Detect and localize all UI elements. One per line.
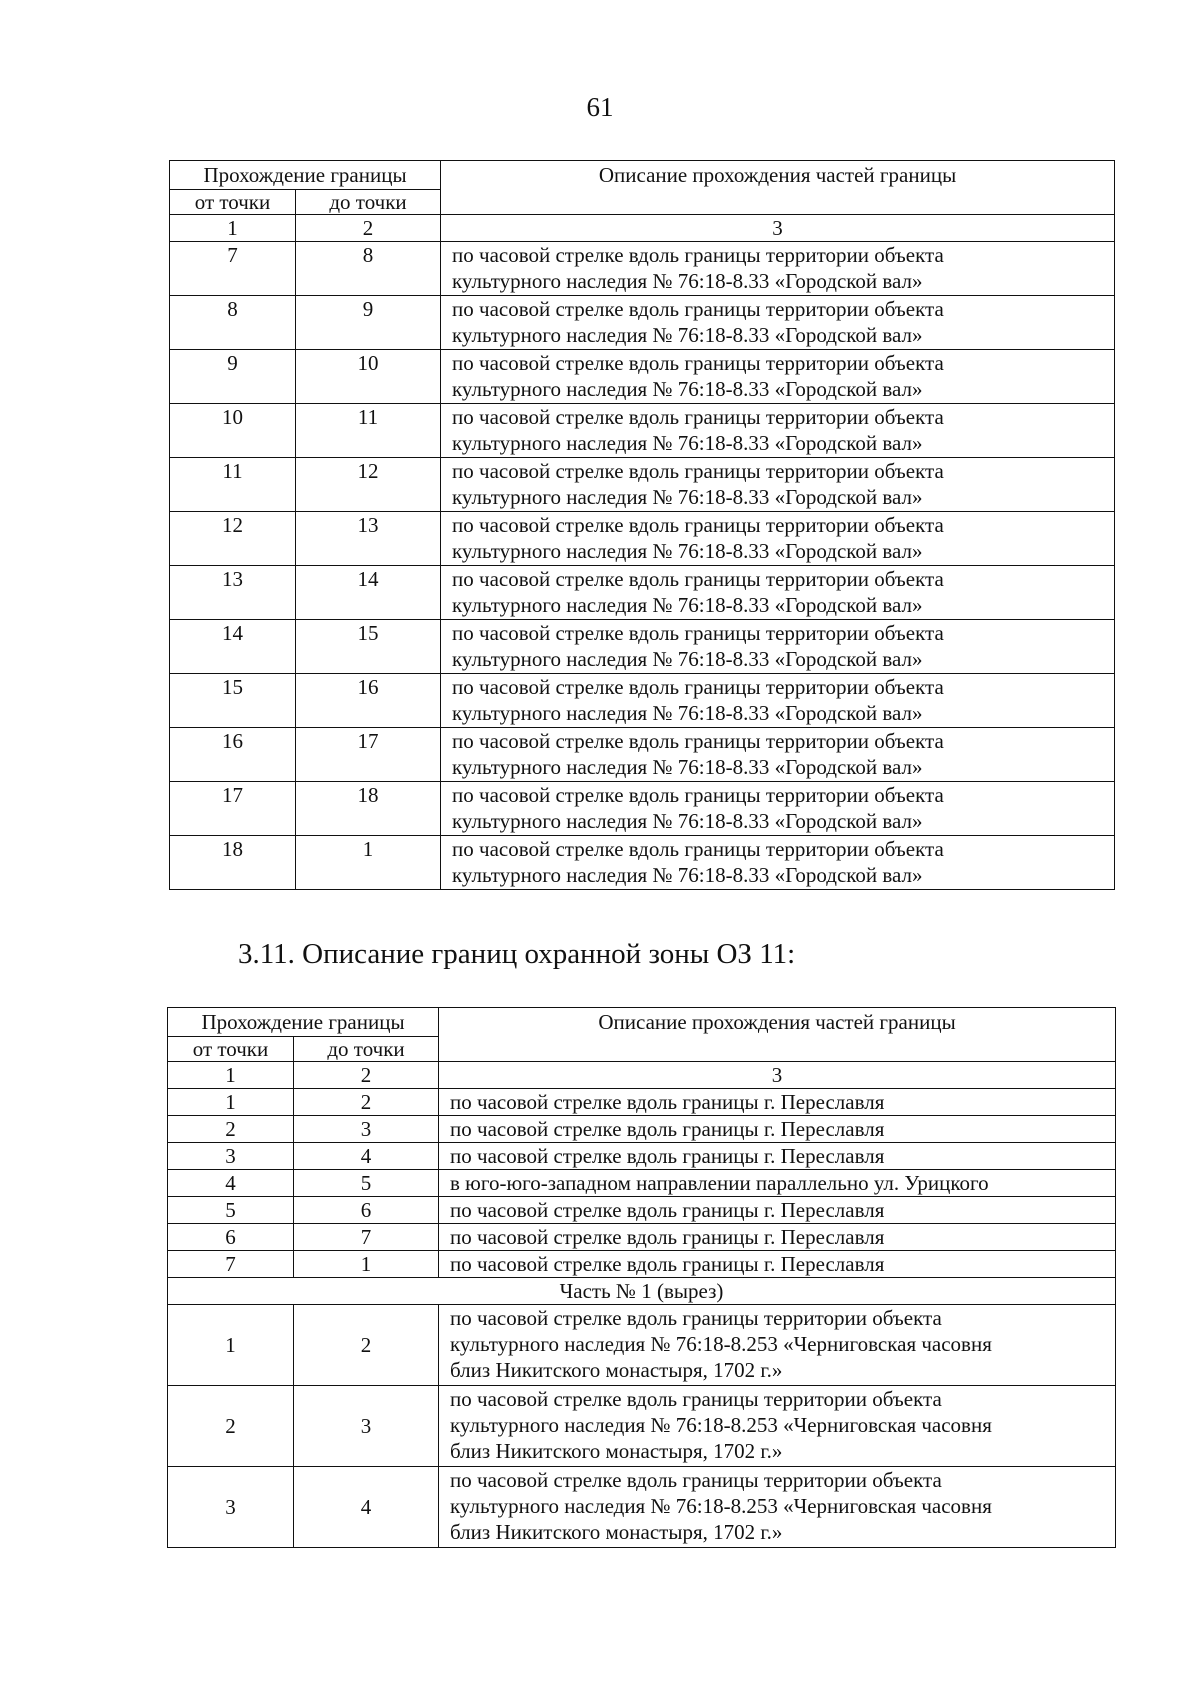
table-row bbox=[170, 566, 1115, 620]
to-point-cell: 4 bbox=[294, 1143, 439, 1170]
description-cell: по часовой стрелке вдоль границы г. Переславля bbox=[439, 1251, 1116, 1278]
table-row bbox=[168, 1251, 1116, 1278]
column-number: 3 bbox=[441, 215, 1115, 242]
description-cell bbox=[441, 620, 1115, 674]
description-line: культурного наследия № 76:18-8.253 «Черниговская часовня bbox=[450, 1413, 992, 1437]
to-point-cell: 5 bbox=[294, 1170, 439, 1197]
from-point-cell: 2 bbox=[168, 1386, 294, 1467]
from-point-cell: 3 bbox=[168, 1467, 294, 1548]
part-label-row bbox=[168, 1278, 1116, 1305]
column-number: 2 bbox=[294, 1062, 439, 1089]
boundary-table-2 bbox=[167, 1007, 1116, 1548]
to-point-cell: 17 bbox=[296, 728, 441, 782]
description-cell bbox=[439, 1386, 1116, 1467]
description-line: по часовой стрелке вдоль границы территории объекта bbox=[452, 675, 944, 699]
table-row bbox=[170, 836, 1115, 890]
from-point-cell: 17 bbox=[170, 782, 296, 836]
description-cell bbox=[441, 242, 1115, 296]
description-line: по часовой стрелке вдоль границы территории объекта bbox=[452, 351, 944, 375]
from-point-cell: 8 bbox=[170, 296, 296, 350]
header-boundary-passage: Прохождение границы bbox=[168, 1008, 439, 1037]
header-boundary-passage: Прохождение границы bbox=[170, 161, 441, 190]
table-row bbox=[168, 1170, 1116, 1197]
to-point-cell: 16 bbox=[296, 674, 441, 728]
from-point-cell: 10 bbox=[170, 404, 296, 458]
to-point-cell: 2 bbox=[294, 1089, 439, 1116]
page-number: 61 bbox=[586, 92, 614, 122]
table-row bbox=[170, 620, 1115, 674]
description-line: по часовой стрелке вдоль границы территории объекта bbox=[452, 405, 944, 429]
description-line: культурного наследия № 76:18-8.33 «Городской вал» bbox=[452, 539, 923, 563]
table-row bbox=[170, 350, 1115, 404]
table-row bbox=[168, 1305, 1116, 1386]
description-cell bbox=[441, 404, 1115, 458]
table-row bbox=[170, 242, 1115, 296]
description-cell: в юго-юго-западном направлении параллельно ул. Урицкого bbox=[439, 1170, 1116, 1197]
description-cell bbox=[441, 782, 1115, 836]
table-row bbox=[170, 674, 1115, 728]
section-heading: 3.11. Описание границ охранной зоны ОЗ 11: bbox=[238, 938, 796, 970]
description-cell: по часовой стрелке вдоль границы г. Переславля bbox=[439, 1116, 1116, 1143]
header-description: Описание прохождения частей границы bbox=[441, 161, 1115, 215]
description-line: по часовой стрелке вдоль границы территории объекта bbox=[452, 297, 944, 321]
from-point-cell: 5 bbox=[168, 1197, 294, 1224]
to-point-cell: 3 bbox=[294, 1116, 439, 1143]
from-point-cell: 9 bbox=[170, 350, 296, 404]
description-line: близ Никитского монастыря, 1702 г.» bbox=[450, 1358, 783, 1382]
description-cell bbox=[441, 836, 1115, 890]
header-to-point: до точки bbox=[294, 1037, 439, 1062]
to-point-cell: 18 bbox=[296, 782, 441, 836]
description-line: культурного наследия № 76:18-8.253 «Черниговская часовня bbox=[450, 1332, 992, 1356]
description-cell bbox=[441, 350, 1115, 404]
column-number-row bbox=[170, 215, 1115, 242]
description-line: культурного наследия № 76:18-8.33 «Городской вал» bbox=[452, 593, 923, 617]
table-row bbox=[170, 728, 1115, 782]
from-point-cell: 1 bbox=[168, 1305, 294, 1386]
description-line: культурного наследия № 76:18-8.33 «Городской вал» bbox=[452, 701, 923, 725]
description-line: по часовой стрелке вдоль границы территории объекта bbox=[450, 1468, 942, 1492]
header-from-point: от точки bbox=[168, 1037, 294, 1062]
to-point-cell: 15 bbox=[296, 620, 441, 674]
table-row bbox=[170, 782, 1115, 836]
description-line: культурного наследия № 76:18-8.33 «Городской вал» bbox=[452, 323, 923, 347]
description-line: культурного наследия № 76:18-8.253 «Черниговская часовня bbox=[450, 1494, 992, 1518]
description-cell: по часовой стрелке вдоль границы г. Переславля bbox=[439, 1089, 1116, 1116]
table-row bbox=[168, 1386, 1116, 1467]
description-line: по часовой стрелке вдоль границы территории объекта bbox=[452, 567, 944, 591]
from-point-cell: 7 bbox=[168, 1251, 294, 1278]
to-point-cell: 10 bbox=[296, 350, 441, 404]
description-line: культурного наследия № 76:18-8.33 «Городской вал» bbox=[452, 431, 923, 455]
table-header-row bbox=[168, 1008, 1116, 1037]
description-line: по часовой стрелке вдоль границы территории объекта bbox=[452, 837, 944, 861]
description-line: по часовой стрелке вдоль границы территории объекта bbox=[452, 243, 944, 267]
table-row bbox=[170, 404, 1115, 458]
from-point-cell: 1 bbox=[168, 1089, 294, 1116]
description-cell bbox=[439, 1467, 1116, 1548]
to-point-cell: 9 bbox=[296, 296, 441, 350]
description-cell: по часовой стрелке вдоль границы г. Переславля bbox=[439, 1143, 1116, 1170]
description-line: по часовой стрелке вдоль границы территории объекта bbox=[452, 513, 944, 537]
table-row bbox=[170, 458, 1115, 512]
table-row bbox=[168, 1224, 1116, 1251]
part-label: Часть № 1 (вырез) bbox=[168, 1278, 1116, 1305]
from-point-cell: 11 bbox=[170, 458, 296, 512]
from-point-cell: 6 bbox=[168, 1224, 294, 1251]
description-cell bbox=[441, 674, 1115, 728]
from-point-cell: 13 bbox=[170, 566, 296, 620]
to-point-cell: 11 bbox=[296, 404, 441, 458]
table-row bbox=[168, 1467, 1116, 1548]
description-line: культурного наследия № 76:18-8.33 «Городской вал» bbox=[452, 863, 923, 887]
to-point-cell: 2 bbox=[294, 1305, 439, 1386]
description-cell bbox=[441, 458, 1115, 512]
table-row bbox=[168, 1116, 1116, 1143]
from-point-cell: 16 bbox=[170, 728, 296, 782]
description-line: культурного наследия № 76:18-8.33 «Городской вал» bbox=[452, 755, 923, 779]
description-line: культурного наследия № 76:18-8.33 «Городской вал» bbox=[452, 485, 923, 509]
description-line: по часовой стрелке вдоль границы территории объекта bbox=[452, 621, 944, 645]
from-point-cell: 4 bbox=[168, 1170, 294, 1197]
from-point-cell: 15 bbox=[170, 674, 296, 728]
boundary-table-1 bbox=[169, 160, 1115, 890]
table-row bbox=[170, 512, 1115, 566]
from-point-cell: 18 bbox=[170, 836, 296, 890]
header-to-point: до точки bbox=[296, 190, 441, 215]
description-cell bbox=[441, 512, 1115, 566]
description-line: культурного наследия № 76:18-8.33 «Городской вал» bbox=[452, 647, 923, 671]
from-point-cell: 12 bbox=[170, 512, 296, 566]
description-line: по часовой стрелке вдоль границы территории объекта bbox=[452, 783, 944, 807]
description-cell bbox=[439, 1305, 1116, 1386]
description-cell bbox=[441, 728, 1115, 782]
column-number: 1 bbox=[168, 1062, 294, 1089]
description-cell bbox=[441, 296, 1115, 350]
header-description: Описание прохождения частей границы bbox=[439, 1008, 1116, 1062]
to-point-cell: 1 bbox=[296, 836, 441, 890]
column-number-row bbox=[168, 1062, 1116, 1089]
table-header-row bbox=[170, 161, 1115, 190]
table-row bbox=[168, 1143, 1116, 1170]
description-line: по часовой стрелке вдоль границы территории объекта bbox=[450, 1306, 942, 1330]
column-number: 1 bbox=[170, 215, 296, 242]
description-line: близ Никитского монастыря, 1702 г.» bbox=[450, 1520, 783, 1544]
to-point-cell: 12 bbox=[296, 458, 441, 512]
to-point-cell: 3 bbox=[294, 1386, 439, 1467]
table-row bbox=[170, 296, 1115, 350]
to-point-cell: 7 bbox=[294, 1224, 439, 1251]
to-point-cell: 13 bbox=[296, 512, 441, 566]
to-point-cell: 1 bbox=[294, 1251, 439, 1278]
description-line: по часовой стрелке вдоль границы территории объекта bbox=[452, 729, 944, 753]
to-point-cell: 14 bbox=[296, 566, 441, 620]
from-point-cell: 7 bbox=[170, 242, 296, 296]
description-line: по часовой стрелке вдоль границы территории объекта bbox=[450, 1387, 942, 1411]
description-line: по часовой стрелке вдоль границы территории объекта bbox=[452, 459, 944, 483]
from-point-cell: 2 bbox=[168, 1116, 294, 1143]
from-point-cell: 3 bbox=[168, 1143, 294, 1170]
description-line: близ Никитского монастыря, 1702 г.» bbox=[450, 1439, 783, 1463]
table-row bbox=[168, 1089, 1116, 1116]
to-point-cell: 8 bbox=[296, 242, 441, 296]
description-cell: по часовой стрелке вдоль границы г. Переславля bbox=[439, 1224, 1116, 1251]
description-cell bbox=[441, 566, 1115, 620]
to-point-cell: 6 bbox=[294, 1197, 439, 1224]
description-cell: по часовой стрелке вдоль границы г. Переславля bbox=[439, 1197, 1116, 1224]
table-row bbox=[168, 1197, 1116, 1224]
to-point-cell: 4 bbox=[294, 1467, 439, 1548]
header-from-point: от точки bbox=[170, 190, 296, 215]
column-number: 3 bbox=[439, 1062, 1116, 1089]
from-point-cell: 14 bbox=[170, 620, 296, 674]
description-line: культурного наследия № 76:18-8.33 «Городской вал» bbox=[452, 809, 923, 833]
description-line: культурного наследия № 76:18-8.33 «Городской вал» bbox=[452, 377, 923, 401]
description-line: культурного наследия № 76:18-8.33 «Городской вал» bbox=[452, 269, 923, 293]
column-number: 2 bbox=[296, 215, 441, 242]
